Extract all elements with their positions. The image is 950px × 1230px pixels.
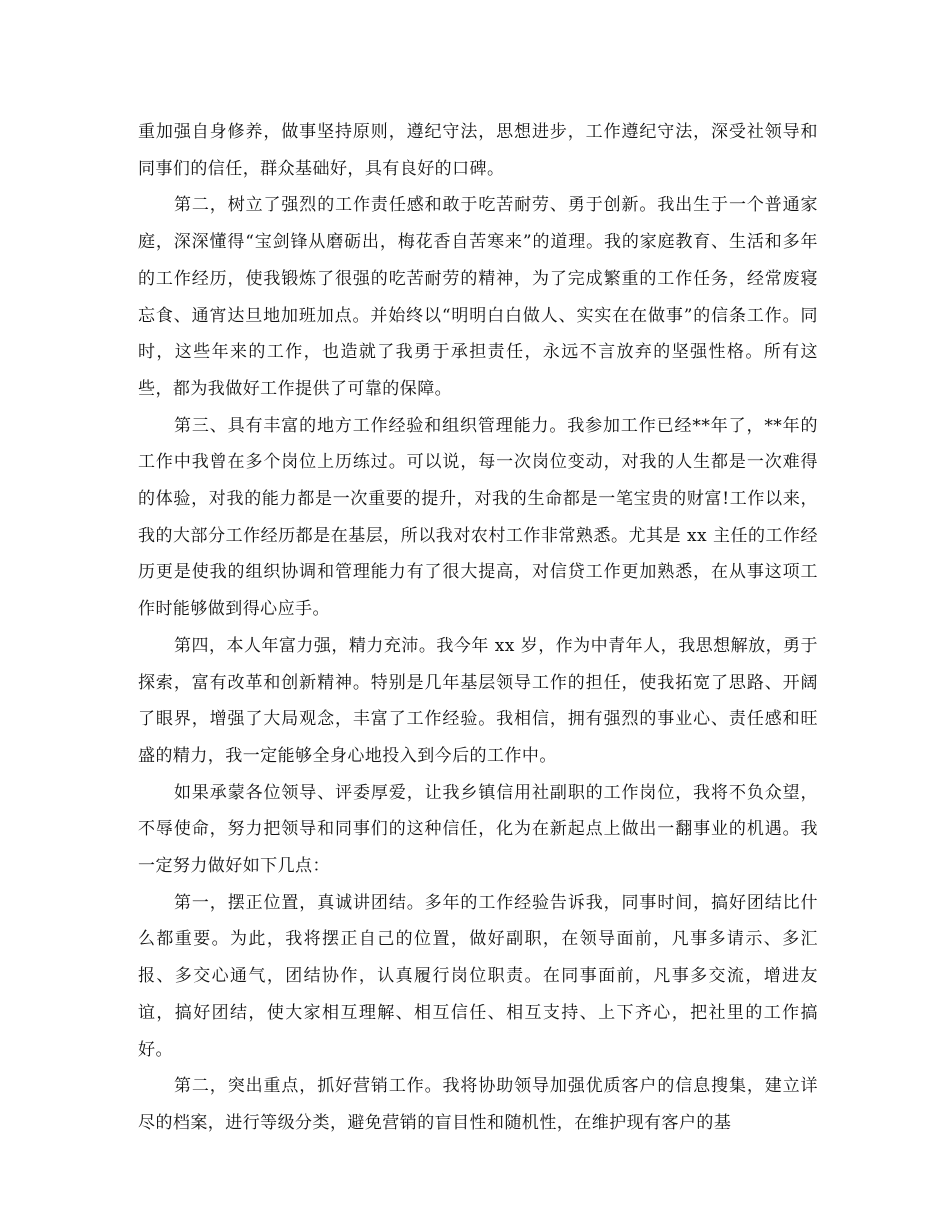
paragraph-3: 第三、具有丰富的地方工作经验和组织管理能力。我参加工作已经**年了，**年的工作中我曾在多个岗位上历练过。可以说，每一次岗位变动，对我的人生都是一次难得的体验，对我的能力都是一次重要的提升，对我的生命都是一笔宝贵的财富!工作以来，我的大部分工作经历都是在基层，所以我对农村工作非常熟悉。尤其是 xx 主任的工作经历更是使我的组织协调和管理能力有了很大提高，对信贷工作更加熟悉，在从事这项工作时能够做到得心应手。 [138,415,818,620]
paragraph-5: 如果承蒙各位领导、评委厚爱，让我乡镇信用社副职的工作岗位，我将不负众望，不辱使命，努力把领导和同事们的这种信任，化为在新起点上做出一翻事业的机遇。我一定努力做好如下几点： [138,782,818,877]
paragraph-6: 第一，摆正位置，真诚讲团结。多年的工作经验告诉我，同事时间，搞好团结比什么都重要。为此，我将摆正自己的位置，做好副职，在领导面前，凡事多请示、多汇报、多交心通气，团结协作，认真履行岗位职责。在同事面前，凡事多交流，增进友谊，搞好团结，使大家相互理解、相互信任、相互支持、上下齐心，把社里的工作搞好。 [138,892,818,1060]
document-body [138,114,818,1142]
paragraph-4: 第四，本人年富力强，精力充沛。我今年 xx 岁，作为中青年人，我思想解放，勇于探索，富有改革和创新精神。特别是几年基层领导工作的担任，使我拓宽了思路、开阔了眼界，增强了大局观念，丰富了工作经验。我相信，拥有强烈的事业心、责任感和旺盛的精力，我一定能够全身心地投入到今后的工作中。 [138,635,818,766]
paragraph-1: 重加强自身修养，做事坚持原则，遵纪守法，思想进步，工作遵纪守法，深受社领导和同事们的信任，群众基础好，具有良好的口碑。 [138,122,818,179]
paragraph-2: 第二，树立了强烈的工作责任感和敢于吃苦耐劳、勇于创新。我出生于一个普通家庭，深深懂得“宝剑锋从磨砺出，梅花香自苦寒来”的道理。我的家庭教育、生活和多年的工作经历，使我锻炼了很强的吃苦耐劳的精神，为了完成繁重的工作任务，经常废寝忘食、通宵达旦地加班加点。并始终以“明明白白做人、实实在在做事”的信条工作。同时，这些年来的工作，也造就了我勇于承担责任，永远不言放弃的坚强性格。所有这些，都为我做好工作提供了可靠的保障。 [138,195,818,399]
paragraph-7: 第二，突出重点，抓好营销工作。我将协助领导加强优质客户的信息搜集，建立详尽的档案，进行等级分类，避免营销的盲目性和随机性，在维护现有客户的基 [138,1076,818,1133]
